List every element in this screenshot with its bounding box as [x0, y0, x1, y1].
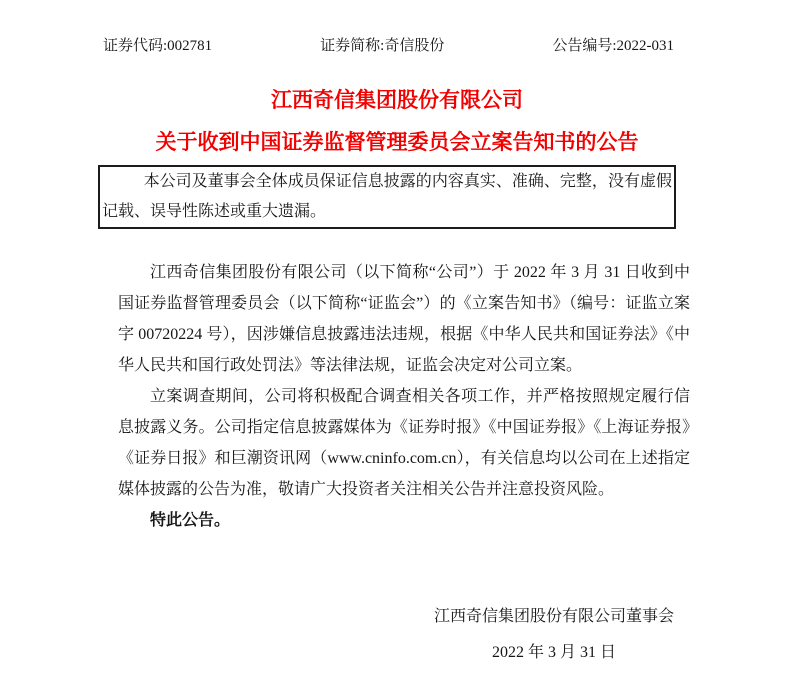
announcement-body [118, 257, 690, 536]
disclaimer-box [98, 165, 676, 229]
signer-name: 江西奇信集团股份有限公司董事会 [433, 608, 674, 625]
stock-code: 证券代码:002781 [103, 38, 213, 54]
signature-block [0, 606, 674, 664]
company-title: 江西奇信集团股份有限公司 [271, 88, 523, 112]
announcement-title: 关于收到中国证券监督管理委员会立案告知书的公告 [155, 130, 639, 154]
body-paragraph-1: 江西奇信集团股份有限公司（以下简称“公司”）于 2022 年 3 月 31 日收到中国证券监督管理委员会（以下简称“证监会”）的《立案告知书》（编号：证监立案字 00720224 号），因涉嫌信息披露违法违规，根据《中华人民共和国证券法》《中华人民共和国行政处罚法》等法律法规，证监会决定对公司立案。 [118, 264, 690, 374]
stock-name: 证券简称:奇信股份 [320, 38, 445, 54]
signature-date: 2022 年 3 月 31 日 [491, 644, 616, 661]
signature-column [434, 606, 674, 664]
announcement-number: 公告编号:2022-031 [552, 38, 674, 54]
closing-statement: 特此公告。 [150, 512, 231, 529]
document-header [103, 36, 674, 57]
body-paragraph-2: 立案调查期间，公司将积极配合调查相关各项工作，并严格按照规定履行信息披露义务。公司指定信息披露媒体为《证券时报》《中国证券报》《上海证券报》《证券日报》和巨潮资讯网（www.cninfo.com.cn），有关信息均以公司在上述指定媒体披露的公告为准，敬请广大投资者关注相关公告并注意投资风险。 [118, 388, 690, 498]
disclaimer-text: 本公司及董事会全体成员保证信息披露的内容真实、准确、完整，没有虚假记载、误导性陈述或重大遗漏。 [102, 173, 672, 220]
